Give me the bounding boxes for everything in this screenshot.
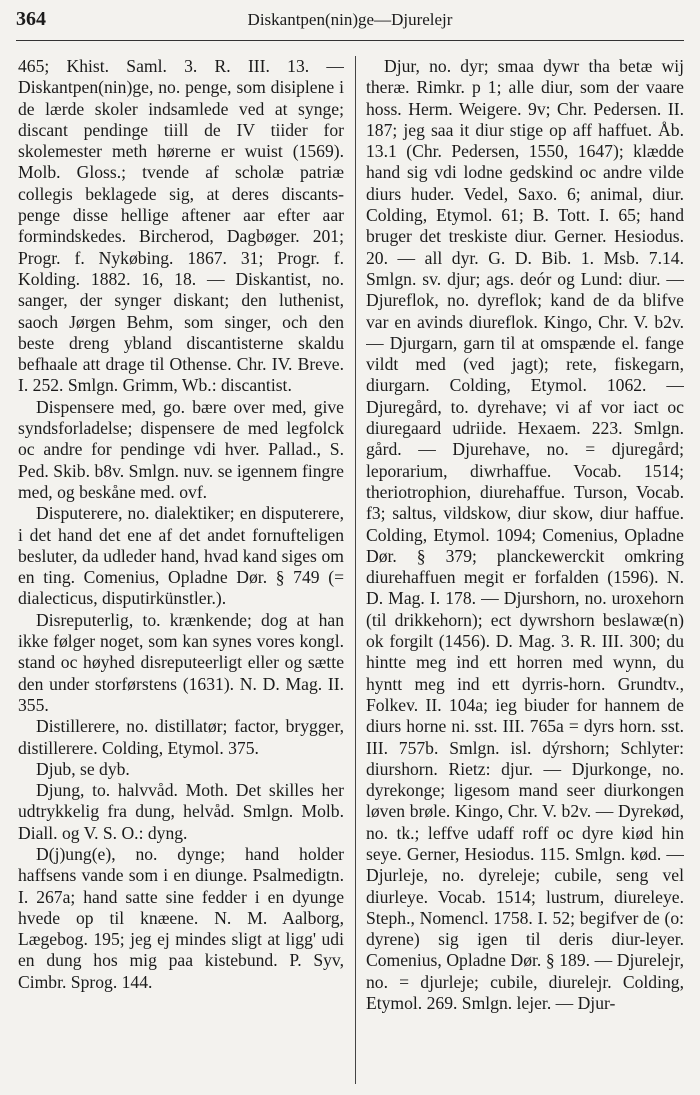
left-column bbox=[18, 56, 344, 1086]
entry-paragraph: Djub, se dyb. bbox=[36, 758, 130, 779]
entry-paragraph: Djung, to. halvvåd. Moth. Det skilles her udtrykkelig fra dung, helvåd. Smlgn. Molb. Diall. og V. S. O.: dyng. bbox=[18, 780, 344, 843]
entry-paragraph: 465; Khist. Saml. 3. R. III. 13. — Diskantpen(nin)ge, no. penge, som disiplene i de lærde skoler indsamlede ved at synge; discant pendinge tiill de IV tiider for skolemester meth hørerne er wuist (1569). Molb. Gloss.; tvende af scholæ patriæ collegis beklagede sig, at deres discants-penge disse hellige aftener aar efter aar formindskedes. Bircherod, Dagbøger. 201; Progr. f. Nykøbing. 1867. 31; Progr. f. Kolding. 1882. 16, 18. — Diskantist, no. sanger, der synger diskant; den luthenist, saoch Jørgen Behm, som singer, och den beste dreng ybland discantisterne skaldu befhaale att drage til Othense. Chr. IV. Breve. I. 252. Smlgn. Grimm, Wb.: discantist. bbox=[18, 56, 344, 396]
entry-paragraph: Djur, no. dyr; smaa dywr tha betæ wij theræ. Rimkr. p 1; alle diur, som der vaare hoss. Herm. Weigere. 9v; Chr. Pedersen. II. 187; jeg saa it diur stige op aff haffuet. Åb. 13.1 (Chr. Pedersen, 1550, 1647); klædde hand sig vdi lodne gedskind oc andre vilde diurs huder. Vedel, Saxo. 6; animal, diur. Colding, Etymol. 61; B. Tott. I. 65; hand bruger det treskiste diur. Gerner. Hesiodus. 20. — all dyr. G. D. Bib. 1. Msb. 7.14. Smlgn. sv. djur; ags. deór og Lund: diur. — Djureflok, no. dyreflok; kand de da blifve var en avinds diureflok. Kingo, Chr. V. b2v. — Djurgarn, garn til at omspænde el. fange vildt med (ved jagt); rete, fiskegarn, diurgarn. Colding, Etymol. 1062. — Djuregård, to. dyrehave; vi af vor iact oc diuregaard udriide. Hexaem. 223. Smlgn. gård. — Djurehave, no. = djuregård; leporarium, diwrhaffue. Vocab. 1514; theriotrophion, diurehaffue. Turson, Vocab. f3; saltus, vildskow, diur skow, diur haffue. Colding, Etymol. 1094; Comenius, Opladne Dør. § 379; planckewerckit omkring diurehaffuen megit er forfalden (1596). N. D. Mag. I. 178. — Djurshorn, no. uroxehorn (til drikkehorn); ect dywrshorn beslawæ(n) ok forgilt (1456). D. Mag. 3. R. III. 300; du hintte meg ind ett horren med wynn, du hyntt meg ind ett dyrris-horn. Grundtv., Folkev. II. 104a; ieg biuder for hannem de diurs horne ni. sst. III. 765a = dyrs horn. sst. III. 757b. Smlgn. isl. dýrshorn; Schlyter: diurshorn. Rietz: djur. — Djurkonge, no. dyrekonge; ligesom mand seer diurkongen løven brøle. Kingo, Chr. V. b2v. — Dyrekød, no. tk.; leffve udaff roff oc dyre kiød hin seye. Gerner, Hesiodus. 115. Smlgn. kød. — Djurleje, no. dyreleje; cubile, seng vel diurleye. Vocab. 1514; lustrum, diureleye. Steph., Nomencl. 1758. I. 52; begifver de (o: dyrene) sig igen til deris diur-leyer. Comenius, Opladne Dør. § 189. — Djurelejr, no. = djurleje; cubile, diurelejr. Colding, Etymol. 269. Smlgn. lejer. — Djur- bbox=[366, 56, 684, 1014]
right-column bbox=[366, 56, 684, 1086]
page-number: 364 bbox=[16, 8, 46, 30]
entry-paragraph: Dispensere med, go. bære over med, give syndsforladelse; dispensere de med legfolck oc andre for pendinge vdi hver. Pallad., S. Ped. Skib. b8v. Smlgn. nuv. se igennem fingre med, og beskåne med. ovf. bbox=[18, 396, 344, 502]
entry-paragraph: Distillerere, no. distillatør; factor, brygger, distillerere. Colding, Etymol. 375. bbox=[18, 716, 344, 758]
page-header bbox=[12, 6, 688, 36]
entry-paragraph: Disputerere, no. dialektiker; en disputerere, i det hand det ene af det andet fornufteligen besluter, da udleder hand, hvad kand siges om en ting. Comenius, Opladne Dør. § 749 (= dialecticus, disputirkünstler.). bbox=[18, 503, 344, 609]
header-rule bbox=[16, 40, 684, 41]
entry-paragraph: D(j)ung(e), no. dynge; hand holder haffsens vande som i en diunge. Psalmedigtn. I. 267a; hand satte sine fedder i en dyunge hvede op til knæene. N. M. Aalborg, Lægebog. 195; jeg ej mindes sligt at ligg' udi en dung hos mig paa kistebund. P. Syv, Cimbr. Sprog. 144. bbox=[18, 843, 344, 992]
running-head: Diskantpen(nin)ge—Djurelejr bbox=[247, 10, 453, 29]
column-divider bbox=[355, 56, 356, 1084]
entry-paragraph: Disreputerlig, to. krænkende; dog at han ikke følger noget, som kan synes vores kongl. stand oc høyhed disreputeerligt eller og sætte den under storførstens (1631). N. D. Mag. II. 355. bbox=[18, 609, 344, 715]
